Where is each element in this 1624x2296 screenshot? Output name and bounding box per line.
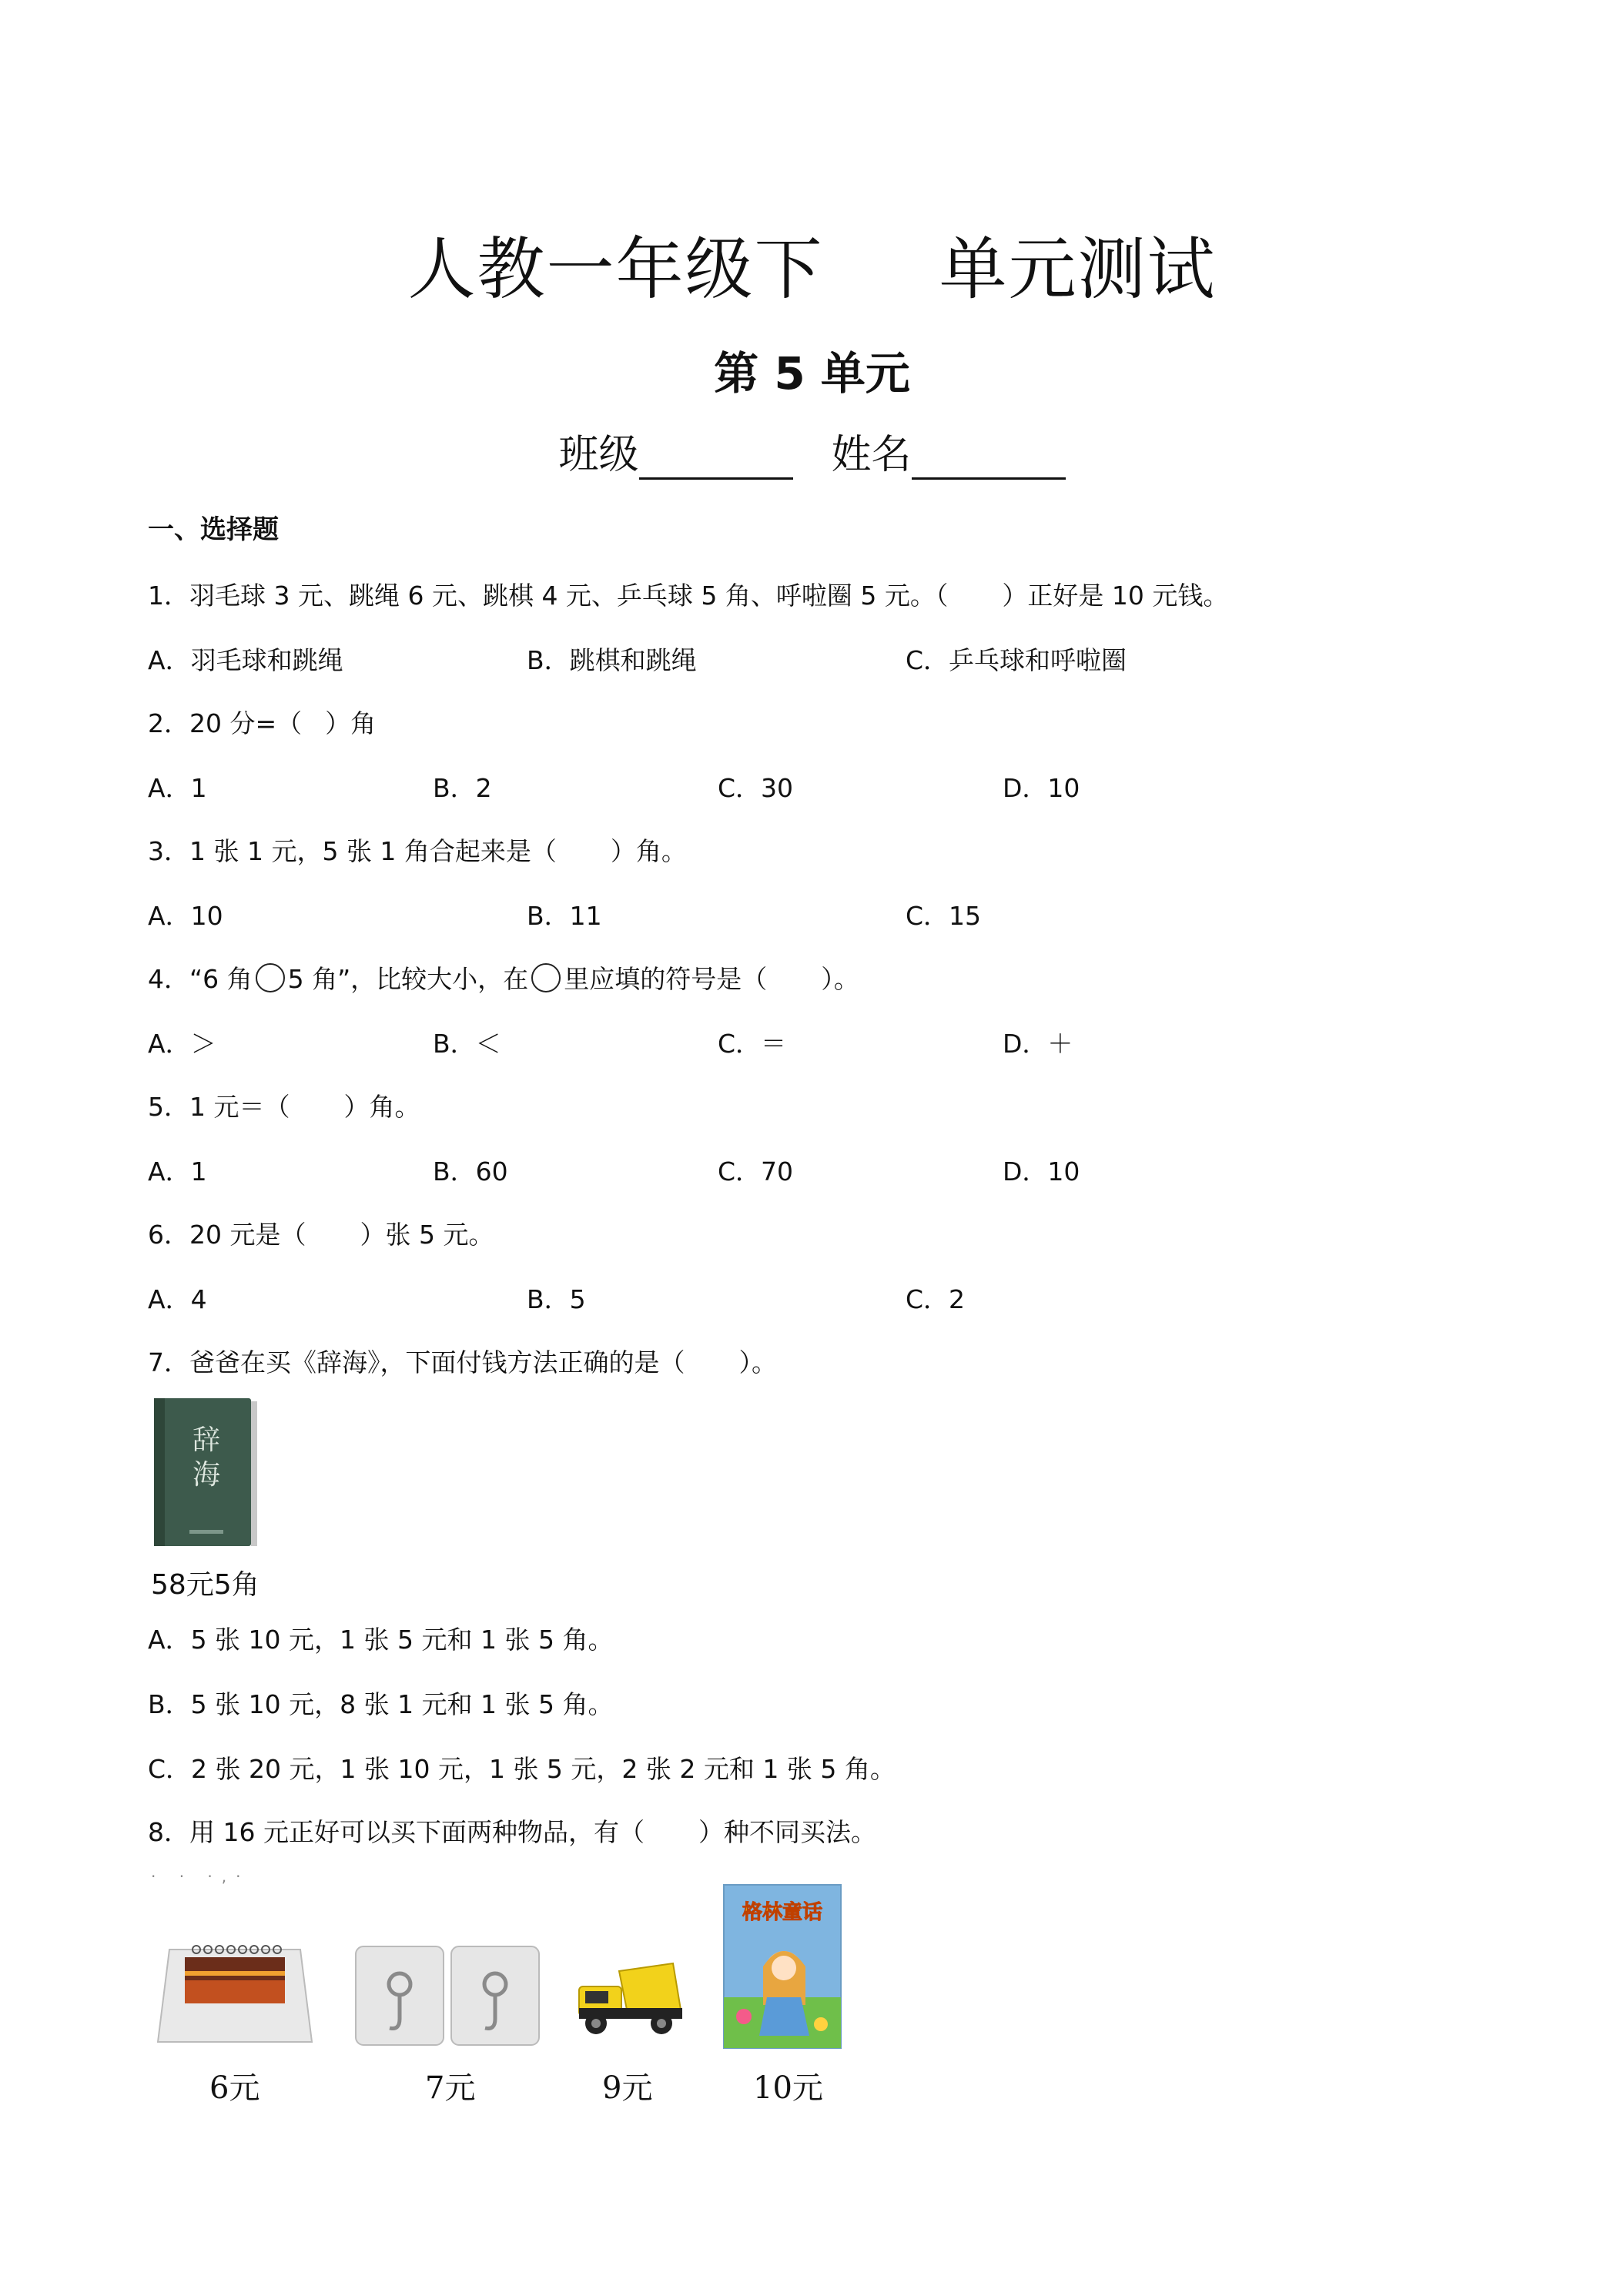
question-number: 1． xyxy=(148,581,189,611)
question-text-end: ）。 xyxy=(821,964,859,994)
question-6 xyxy=(148,1215,494,1251)
question-number: 7． xyxy=(148,1347,189,1377)
circle-blank-icon xyxy=(256,963,285,992)
question-text: 羽毛球 3 元、跳绳 6 元、跳棋 4 元、乒乓球 5 角、呼啦圈 5 元。（ xyxy=(189,581,949,611)
option-d[interactable]: D．＋ xyxy=(1003,1029,1073,1059)
name-blank[interactable] xyxy=(912,434,1066,480)
cihai-book-image xyxy=(151,1395,260,1549)
question-number: 3． xyxy=(148,836,189,866)
storybook-image xyxy=(721,1882,844,2051)
option-a[interactable]: A．1 xyxy=(148,773,207,803)
unit-subtitle: 第 5 单元 xyxy=(714,347,910,400)
question-text-mid2: 里应填的符号是（ xyxy=(564,964,768,994)
option-c[interactable]: C．＝ xyxy=(718,1029,787,1059)
question-1 xyxy=(148,576,1228,612)
question-text-end: ）角 xyxy=(325,708,377,738)
question-text: 1 张 1 元，5 张 1 角合起来是（ xyxy=(189,836,557,866)
truck-price: 9元 xyxy=(602,2070,653,2106)
book-price: 58元5角 xyxy=(151,1569,260,1601)
class-label: 班级 xyxy=(558,432,639,478)
option-b[interactable]: B．5 xyxy=(527,1284,586,1314)
option-b[interactable]: B．＜ xyxy=(433,1029,501,1059)
option-a[interactable]: A．1 xyxy=(148,1156,207,1186)
question-5 xyxy=(148,1087,420,1123)
question-2 xyxy=(148,704,376,740)
option-7b[interactable]: B．5 张 10 元，8 张 1 元和 1 张 5 角。 xyxy=(148,1689,614,1719)
option-c[interactable]: C．乒乓球和呼啦圈 xyxy=(906,645,1127,675)
question-text: 20 分=（ xyxy=(189,708,303,738)
page-title xyxy=(0,216,1624,313)
question-text-end: ）角。 xyxy=(610,836,687,866)
question-text: 用 16 元正好可以买下面两种物品，有（ xyxy=(189,1817,645,1847)
calendar-price: 6元 xyxy=(209,2070,260,2106)
option-c[interactable]: C．70 xyxy=(718,1156,794,1186)
title-left: 人教一年级下 xyxy=(407,229,824,309)
question-number: 6． xyxy=(148,1220,189,1250)
option-a[interactable]: A．4 xyxy=(148,1284,207,1314)
question-text-end: ）。 xyxy=(738,1347,777,1377)
question-4 xyxy=(148,959,859,996)
option-c[interactable]: C．30 xyxy=(718,773,794,803)
option-b[interactable]: B．60 xyxy=(433,1156,508,1186)
option-7a[interactable]: A．5 张 10 元，1 张 5 元和 1 张 5 角。 xyxy=(148,1625,614,1655)
calendar-image xyxy=(154,1934,316,2050)
option-b[interactable]: B．11 xyxy=(527,901,602,931)
question-text-end: ）张 5 元。 xyxy=(360,1220,494,1250)
question-text-mid: 5 角”，比较大小，在 xyxy=(287,964,529,994)
option-a[interactable]: A．羽毛球和跳绳 xyxy=(148,645,343,675)
question-number: 2． xyxy=(148,708,189,738)
question-7 xyxy=(148,1343,777,1379)
hooks-image xyxy=(351,1942,544,2050)
question-number: 4． xyxy=(148,964,189,994)
question-number: 8． xyxy=(148,1817,189,1847)
book-title-char-2: 海 xyxy=(192,1459,221,1491)
option-c[interactable]: C．15 xyxy=(906,901,982,931)
question-text-end: ）正好是 10 元钱。 xyxy=(1002,581,1229,611)
name-label: 姓名 xyxy=(831,432,912,478)
class-name-line xyxy=(0,422,1624,480)
option-d[interactable]: D．10 xyxy=(1003,1156,1080,1186)
class-blank[interactable] xyxy=(639,434,793,480)
option-a[interactable]: A．＞ xyxy=(148,1029,216,1059)
option-a[interactable]: A．10 xyxy=(148,901,223,931)
question-number: 5． xyxy=(148,1092,189,1122)
storybook-cover-title: 格林童话 xyxy=(742,1901,823,1924)
toy-truck-image xyxy=(573,1956,688,2040)
question-text-end: ）角。 xyxy=(343,1092,420,1122)
question-text: 1 元＝（ xyxy=(189,1092,290,1122)
book-title-char-1: 辞 xyxy=(192,1424,221,1456)
hooks-price: 7元 xyxy=(425,2070,476,2106)
storybook-price: 10元 xyxy=(753,2070,823,2106)
question-text: “6 角 xyxy=(189,964,253,994)
option-7c[interactable]: C．2 张 20 元，1 张 10 元，1 张 5 元，2 张 2 元和 1 张 5 角。 xyxy=(148,1754,896,1784)
question-3 xyxy=(148,832,687,868)
title-right: 单元测试 xyxy=(939,229,1217,309)
option-b[interactable]: B．跳棋和跳绳 xyxy=(527,645,697,675)
question-text-end: ）种不同买法。 xyxy=(698,1817,876,1847)
option-b[interactable]: B．2 xyxy=(433,773,492,803)
question-text: 爸爸在买《辞海》，下面付钱方法正确的是（ xyxy=(189,1347,685,1377)
scan-artifact: · · ·,· xyxy=(151,1867,250,1886)
section-title: 一、选择题 xyxy=(148,514,279,545)
option-c[interactable]: C．2 xyxy=(906,1284,966,1314)
question-text: 20 元是（ xyxy=(189,1220,306,1250)
option-d[interactable]: D．10 xyxy=(1003,773,1080,803)
circle-blank-icon xyxy=(531,963,561,992)
question-8 xyxy=(148,1812,876,1849)
